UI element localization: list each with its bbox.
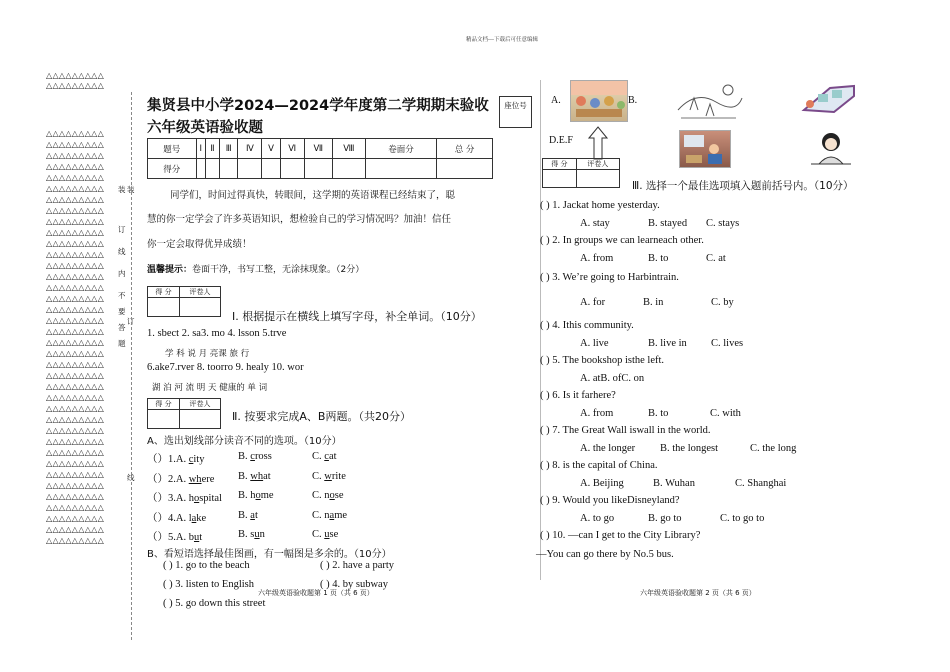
section2b-item-5: ( ) 5. go down this street (163, 598, 266, 609)
section2b-item-1: ( ) 1. go to the beach (163, 560, 250, 571)
option-rest: t (254, 509, 258, 521)
score-cell (196, 159, 205, 179)
triangle-row: △△△△△△△△△ (46, 261, 105, 270)
binding-char: 答 (118, 323, 126, 332)
score-header-cell: Ⅵ (280, 139, 304, 159)
score-cell-label: 得 分 (148, 399, 180, 410)
binding-char: 线 (118, 247, 126, 256)
answer-option: A. from (580, 407, 614, 419)
score-header-cell: Ⅶ (304, 139, 332, 159)
underlined-part: u (254, 529, 260, 540)
underlined-part: a (250, 509, 255, 521)
score-row-label: 得分 (148, 159, 197, 179)
option-word (312, 451, 337, 462)
answer-option: B. go to (648, 512, 682, 524)
triangle-row: △△△△△△△△△ (46, 481, 105, 490)
question: ( ) 7. The Great Wall iswall in the world. (540, 425, 711, 436)
option-prefix: B. (238, 509, 251, 521)
answer-option: B. live in (648, 337, 687, 349)
section3-score-box (542, 158, 620, 188)
answer-option: A. from (580, 252, 614, 264)
triangle-row: △△△△△△△△△ (46, 382, 105, 391)
score-header-cell: Ⅲ (219, 139, 238, 159)
underlined-part: wh (188, 473, 202, 485)
option-rest: ity (193, 454, 205, 465)
picture-c (800, 82, 856, 116)
question: ( ) 3. We’re going to Harbintrain. (540, 272, 679, 283)
triangle-row: △△△△△△△△△ (46, 536, 105, 545)
underlined-part: c (188, 454, 194, 465)
score-header-cell: Ⅳ (238, 139, 262, 159)
option-word (147, 451, 204, 466)
option-rest: se (329, 529, 339, 540)
picture-f (809, 128, 853, 166)
pic-label-b: B. (628, 95, 638, 106)
option-word (147, 510, 206, 525)
triangle-row: △△△△△△△△△ (46, 327, 105, 336)
triangle-row: △△△△△△△△△ (46, 162, 105, 171)
triangle-row: △△△△△△△△△ (46, 184, 105, 193)
section2b-item-2: ( ) 2. have a party (320, 560, 395, 571)
answer-option: B. in (643, 297, 664, 308)
score-header-cell: 总 分 (437, 139, 493, 159)
triangle-row: △△△△△△△△△ (46, 305, 105, 314)
answer-option: B. to (648, 407, 669, 419)
triangle-row: △△△△△△△△△ (46, 316, 105, 325)
score-cell (205, 159, 219, 179)
option-rest: ross (254, 451, 272, 462)
arrow-up-icon (588, 126, 608, 160)
question: ( ) 8. is the capital of China. (540, 460, 658, 471)
score-header-cell: Ⅰ (196, 139, 205, 159)
answer-option: C. to go to (720, 512, 765, 524)
grader-cell-label: 评卷人 (180, 287, 221, 298)
binding-char: 装 (118, 185, 126, 194)
underlined-part: c (250, 451, 255, 462)
score-cell-label: 得 分 (148, 287, 180, 298)
triangle-row: △△△△△△△△△ (46, 404, 105, 413)
grader-cell-label: 评卷人 (576, 159, 619, 170)
option-prefix: B. (238, 451, 251, 462)
triangle-row: △△△△△△△△△ (46, 426, 105, 435)
option-rest: ere (201, 473, 215, 485)
underlined-part: o (193, 493, 200, 504)
option-rest: at (328, 451, 337, 462)
triangle-row: △△△△△△△△△ (46, 448, 105, 457)
binding-char: 内 (118, 269, 126, 278)
question: ( ) 10. —can I get to the City Library? (540, 530, 701, 541)
score-table (147, 138, 493, 179)
score-header-cell: 卷面分 (365, 139, 436, 159)
footer-right: 六年级英语验收题第 2 页（共 6 页） (640, 589, 756, 597)
triangle-row: △△△△△△△△△ (46, 371, 105, 380)
option-word (238, 451, 272, 462)
option-rest: me (334, 509, 348, 521)
underlined-part: w (324, 470, 332, 482)
answer-option: B. Wuhan (653, 477, 695, 489)
question: ( ) 4. Ithis community. (540, 320, 634, 331)
triangle-row: △△△△△△△△△ (46, 129, 105, 138)
question: ( ) 5. The bookshop isthe left. (540, 355, 665, 366)
picture-b (676, 80, 744, 126)
underlined-part: u (324, 529, 330, 540)
triangle-row: △△△△△△△△△ (46, 250, 105, 259)
score-cell (304, 159, 332, 179)
answer-option: A. to go (580, 512, 615, 524)
option-prefix: C. n (312, 509, 330, 521)
score-cell (280, 159, 304, 179)
option-prefix: B. s (238, 529, 255, 540)
answer-option: C. lives (711, 337, 744, 349)
underlined-part: o (255, 490, 261, 501)
grader-cell-label: 评卷人 (180, 399, 221, 410)
answer-option: A. live (580, 337, 609, 349)
triangle-row: △△△△△△△△△ (46, 294, 105, 303)
option-word (147, 490, 222, 505)
answer-option: A. atB. ofC. on (580, 372, 645, 384)
tip (147, 262, 364, 275)
section1-line1: 1. sbect 2. sa3. mo 4. lsson 5.trve (147, 328, 287, 339)
score-header-cell: Ⅷ (332, 139, 365, 159)
option-prefix: C. (312, 451, 325, 462)
question: ( ) 9. Would you likeDisneyland? (540, 495, 680, 506)
section2-title: Ⅱ. 按要求完成A、B两题。（共20分） (232, 410, 411, 423)
footer-left: 六年级英语验收题第 1 页（共 6 页） (258, 589, 374, 597)
section2b-title: B、看短语选择最佳图画，有一幅图是多余的。（10分） (147, 549, 392, 560)
binding-char: 题 (118, 339, 126, 348)
option-prefix: B. h (238, 490, 256, 501)
answer-option: A. Beijing (580, 477, 624, 489)
triangle-row: △△△△△△△△△ (46, 140, 105, 149)
section1-score-box (147, 286, 221, 317)
score-cell (332, 159, 365, 179)
answer-option: C. by (711, 297, 734, 308)
option-rest: me (260, 490, 274, 501)
option-word (312, 490, 344, 501)
answer-option: A. stay (580, 217, 610, 229)
answer-option: C. with (710, 407, 741, 419)
section1-hint2: 湖 泊 河 流 明 天 健康的 单 词 (152, 383, 268, 393)
option-rest: se (334, 490, 344, 501)
section3-title: Ⅲ. 选择一个最佳选项填入题前括号内。（10分） (632, 180, 854, 192)
option-word (312, 471, 346, 482)
classroom-illustration (680, 131, 730, 167)
score-header-cell: Ⅴ (262, 139, 280, 159)
option-prefix: C. n (312, 490, 330, 501)
picture-e (679, 130, 731, 168)
triangle-row: △△△△△△△△△ (46, 151, 105, 160)
triangle-row: △△△△△△△△△ (46, 492, 105, 501)
section3-answer: —You can go there by No.5 bus. (536, 549, 674, 560)
question: ( ) 2. In groups we can learneach other. (540, 235, 704, 246)
score-cell-label: 得 分 (543, 159, 577, 170)
answer-option: B. to (648, 252, 669, 264)
answer-option: A. the longer (580, 442, 636, 454)
underlined-part: u (193, 532, 200, 543)
triangle-row: △△△△△△△△△ (46, 338, 105, 347)
score-header-cell: 题号 (148, 139, 197, 159)
triangle-row: △△△△△△△△△ (46, 360, 105, 369)
triangle-row: △△△△△△△△△ (46, 206, 105, 215)
option-word (238, 529, 265, 540)
binding-char: 不 (118, 291, 126, 300)
pic-label-def: D.E.F (549, 135, 573, 146)
answer-option: C. Shanghai (735, 477, 787, 489)
option-prefix: C. (312, 529, 325, 540)
option-prefix: （）2.A. (147, 473, 189, 485)
option-word (238, 490, 274, 501)
score-cell (219, 159, 238, 179)
triangle-row: △△△△△△△△△ (46, 239, 105, 248)
score-cell (262, 159, 280, 179)
section2-score-box (147, 398, 221, 429)
option-rest: ke (196, 512, 207, 524)
picture-d (588, 126, 608, 160)
binding-char: 要 (118, 307, 126, 316)
beach-sketch (676, 80, 744, 126)
intro-line-2: 慧的你一定学会了许多英语知识，想检验自己的学习情况吗？加油！信任 (147, 214, 452, 225)
answer-option: B. the longest (660, 442, 719, 454)
subway-illustration (800, 82, 856, 116)
intro-line-1: 同学们，时间过得真快，转眼间，这学期的英语课程已经结束了，聪 (170, 190, 456, 201)
option-word (312, 510, 347, 521)
option-word (147, 471, 214, 486)
underlined-part: a (329, 509, 335, 521)
triangle-row: △△△△△△△△△ (46, 503, 105, 512)
tip-label: 温馨提示： (147, 265, 193, 275)
seat-label: 座位号 (504, 101, 527, 110)
picture-a (570, 80, 628, 122)
option-prefix: C. (312, 470, 325, 482)
option-word (312, 529, 338, 540)
triangle-row: △△△△△△△△△ (46, 525, 105, 534)
score-cell (365, 159, 436, 179)
binding-side-char: 装 (127, 185, 135, 194)
underlined-part: a (191, 512, 197, 524)
triangle-row: △△△△△△△△△ (46, 81, 105, 90)
binding-side-char: 线 (127, 473, 135, 482)
option-rest: rite (331, 470, 346, 482)
answer-option: B. stayed (648, 217, 688, 229)
option-prefix: （）4.A. l (147, 512, 192, 524)
triangle-row: △△△△△△△△△ (46, 393, 105, 402)
section1-hint1: 学 科 说 月 亮课 旅 行 (165, 349, 250, 359)
question: ( ) 6. Is it farhere? (540, 390, 616, 401)
answer-option: C. at (706, 252, 726, 264)
underlined-part: c (324, 451, 329, 462)
binding-side-char: 订 (127, 317, 135, 326)
triangle-row: △△△△△△△△△ (46, 217, 105, 226)
binding-char: 订 (118, 225, 126, 234)
triangle-row: △△△△△△△△△ (46, 272, 105, 281)
pic-label-a: A. (551, 95, 561, 106)
party-illustration (571, 81, 627, 121)
triangle-row: △△△△△△△△△ (46, 415, 105, 424)
option-rest: at (263, 470, 271, 482)
section2b-item-4: ( ) 4. by subway (320, 579, 388, 590)
exam-subtitle: 六年级英语验收题 (147, 120, 263, 136)
triangle-row: △△△△△△△△△ (46, 459, 105, 468)
answer-option: A. for (580, 297, 606, 308)
option-word (238, 471, 271, 482)
tip-text: 卷面干净，书写工整，无涂抹现象。（2分） (192, 265, 365, 275)
girl-listening-illustration (809, 128, 853, 166)
question: ( ) 1. Jackat home yesterday. (540, 200, 660, 211)
option-rest: t (199, 532, 203, 543)
triangle-row: △△△△△△△△△ (46, 349, 105, 358)
answer-option: C. the long (750, 442, 797, 454)
option-prefix: （）1.A. (147, 454, 189, 465)
section2b-item-3: ( ) 3. listen to English (163, 579, 254, 590)
intro-line-3: 你一定会取得优异成绩！ (147, 239, 252, 250)
section1-line2: 6.ake7.rver 8. toorro 9. healy 10. wor (147, 362, 304, 373)
triangle-row: △△△△△△△△△ (46, 71, 105, 80)
triangle-row: △△△△△△△△△ (46, 470, 105, 479)
option-word (238, 510, 258, 521)
triangle-row: △△△△△△△△△ (46, 283, 105, 292)
triangle-row: △△△△△△△△△ (46, 228, 105, 237)
triangle-row: △△△△△△△△△ (46, 173, 105, 182)
option-prefix: （）5.A. b (147, 532, 194, 543)
score-header-cell: Ⅱ (205, 139, 219, 159)
option-word (147, 529, 202, 544)
option-rest: spital (199, 493, 222, 504)
option-prefix: （）3.A. h (147, 493, 194, 504)
triangle-row: △△△△△△△△△ (46, 514, 105, 523)
triangle-row: △△△△△△△△△ (46, 195, 105, 204)
section1-title: Ⅰ. 根据提示在横线上填写字母，补全单词。（10分） (232, 310, 482, 323)
option-rest: n (259, 529, 265, 540)
underlined-part: o (329, 490, 335, 501)
triangle-row: △△△△△△△△△ (46, 437, 105, 446)
score-cell (437, 159, 493, 179)
seat-number-box (499, 96, 532, 128)
top-note: 精品文档---下载后可任意编辑 (466, 37, 538, 43)
exam-title: 集贤县中小学2024—2024学年度第二学期期末验收 (147, 98, 489, 114)
answer-option: C. stays (706, 217, 740, 229)
section2a-title: A、选出划线部分读音不同的选项。（10分） (147, 436, 342, 447)
underlined-part: wh (250, 470, 264, 482)
option-prefix: B. (238, 470, 251, 482)
score-cell (238, 159, 262, 179)
